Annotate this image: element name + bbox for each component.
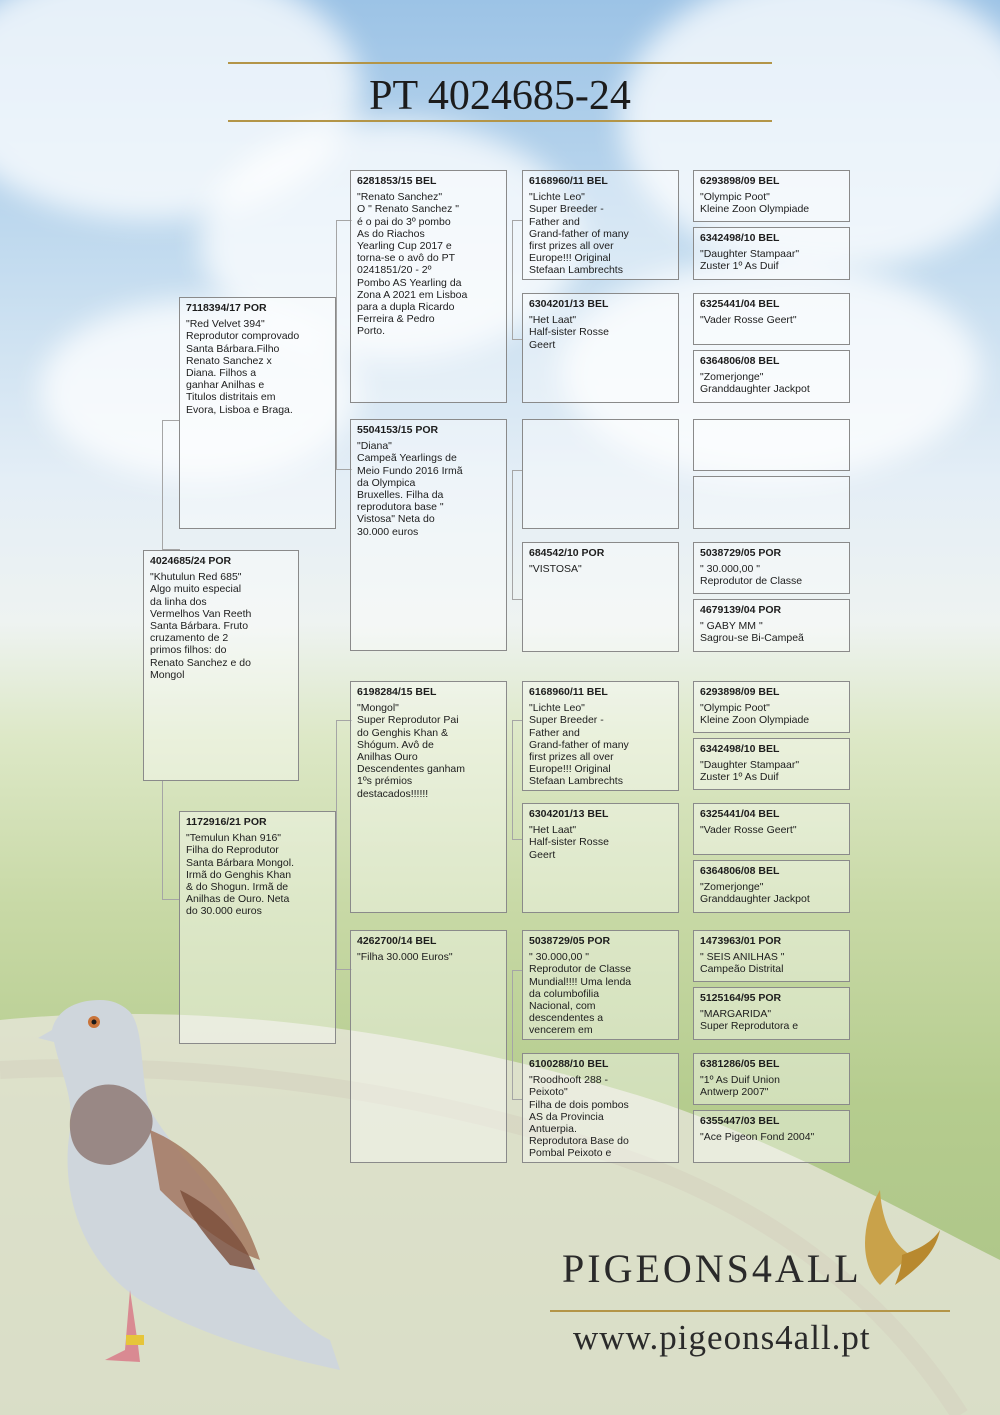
pigeon-description: "Vader Rosse Geert"	[700, 824, 797, 837]
pedigree-card-gen3	[522, 930, 679, 1040]
brand-rule	[550, 1310, 950, 1312]
ring-number: 4679139/04 POR	[700, 604, 782, 616]
connector-line	[512, 470, 522, 600]
ring-number: 6342498/10 BEL	[700, 232, 780, 244]
ring-number: 6293898/09 BEL	[700, 175, 780, 187]
pedigree-card-gen4-empty	[693, 476, 850, 529]
pedigree-card-gen4	[693, 987, 850, 1040]
ring-number: 5038729/05 POR	[700, 547, 782, 559]
connector-line	[162, 420, 180, 550]
pigeon-description: "Olympic Poot" Kleine Zoon Olympiade	[700, 191, 810, 216]
pigeon-description: "Mongol" Super Reprodutor Pai do Genghis Khan & Shógum. Avô de Anilhas Ouro Descendentes ganham 1ºs prémios destacados!!!!!!	[357, 702, 465, 800]
pigeon-description: "MARGARIDA" Super Reprodutora e	[700, 1008, 799, 1033]
pedigree-card-gen3	[522, 681, 679, 791]
ring-number: 684542/10 POR	[529, 547, 605, 559]
connector-line	[512, 970, 522, 1100]
ring-number: 1473963/01 POR	[700, 935, 782, 947]
ring-number: 1172916/21 POR	[186, 816, 267, 828]
pedigree-card-subject	[143, 550, 299, 781]
ring-number: 6325441/04 BEL	[700, 298, 780, 310]
pedigree-card-gen4	[693, 293, 850, 345]
pigeon-description: "Temulun Khan 916" Filha do Reprodutor Santa Bárbara Mongol. Irmã do Genghis Khan & do Shogun. Irmã de Anilhas de Ouro. Neta do 30.000 euros	[186, 832, 294, 918]
pigeon-description: "Lichte Leo" Super Breeder - Father and Grand-father of many first prizes all over Europe!!! Original Stefaan Lambrechts	[529, 191, 629, 277]
pedigree-card-gen4	[693, 227, 850, 280]
pigeon-description: "Daughter Stampaar" Zuster 1º As Duif	[700, 759, 800, 784]
pigeon-description: "Zomerjonge" Granddaughter Jackpot	[700, 371, 810, 396]
pigeon-description: "Red Velvet 394" Reprodutor comprovado Santa Bárbara.Filho Renato Sanchez x Diana. Filhos a ganhar Anilhas e Titulos distritais em Evora, Lisboa e Braga.	[186, 318, 300, 416]
ring-number: 5125164/95 POR	[700, 992, 782, 1004]
ring-number: 6364806/08 BEL	[700, 865, 780, 877]
pedigree-card-gen3	[522, 542, 679, 652]
pigeon-description: "Vader Rosse Geert"	[700, 314, 797, 327]
pedigree-card-gen4	[693, 170, 850, 222]
pedigree-card-gen3	[522, 293, 679, 403]
pigeon-description: "Lichte Leo" Super Breeder - Father and Grand-father of many first prizes all over Europe!!! Original Stefaan Lambrechts	[529, 702, 629, 788]
pedigree-card-gen3-empty	[522, 419, 679, 529]
ring-number: 6198284/15 BEL	[357, 686, 437, 698]
pigeon-description: "Diana" Campeã Yearlings de Meio Fundo 2016 Irmã da Olympica Bruxelles. Filha da reprodutora base " Vistosa" Neta do 30.000 euros	[357, 440, 463, 538]
pigeon-description: "Khutulun Red 685" Algo muito especial da linha dos Vermelhos Van Reeth Santa Bárbara. Fruto cruzamento de 2 primos filhos: do Renato Sanchez e do Mongol	[150, 571, 252, 681]
pigeon-description: " 30.000,00 " Reprodutor de Classe	[700, 563, 803, 588]
ring-number: 7118394/17 POR	[186, 302, 267, 314]
pedigree-card-gen4	[693, 803, 850, 855]
pigeon-description: "Ace Pigeon Fond 2004"	[700, 1131, 815, 1144]
ring-number: 6168960/11 BEL	[529, 175, 608, 187]
pigeon-description: "Daughter Stampaar" Zuster 1º As Duif	[700, 248, 800, 273]
pedigree-card-sire-sire	[350, 170, 507, 403]
ring-number: 6281853/15 BEL	[357, 175, 437, 187]
pedigree-card-dam-sire	[350, 681, 507, 913]
pigeon-description: "Het Laat" Half-sister Rosse Geert	[529, 824, 609, 861]
ring-number: 6342498/10 BEL	[700, 743, 780, 755]
pedigree-card-gen4	[693, 1053, 850, 1105]
ring-number: 4262700/14 BEL	[357, 935, 437, 947]
ring-number: 6355447/03 BEL	[700, 1115, 780, 1127]
pigeon-description: "Olympic Poot" Kleine Zoon Olympiade	[700, 702, 810, 727]
pigeon-description: "Renato Sanchez" O " Renato Sanchez " é o pai do 3º pombo As do Riachos Yearling Cup 2017 e torna-se o avô do PT 0241851/20 - 2º Pombo AS Yearling da Zona A 2021 em Lisboa para a dupla Ricardo Ferreira & Pedro Porto.	[357, 191, 468, 338]
pedigree-card-gen3	[522, 803, 679, 913]
ring-number: 6168960/11 BEL	[529, 686, 608, 698]
pigeon-description: " SEIS ANILHAS " Campeão Distrital	[700, 951, 785, 976]
pedigree-card-gen4	[693, 350, 850, 403]
pedigree-card-gen4-empty	[693, 419, 850, 471]
pedigree-card-gen4	[693, 599, 850, 652]
page-title: PT 4024685-24	[369, 73, 631, 119]
ring-number: 6100288/10 BEL	[529, 1058, 609, 1070]
pedigree-card-gen4	[693, 681, 850, 733]
ring-number: 6381286/05 BEL	[700, 1058, 780, 1070]
ring-number: 4024685/24 POR	[150, 555, 232, 567]
pedigree-card-sire	[179, 297, 336, 529]
pedigree-card-gen4	[693, 738, 850, 790]
pigeon-description: "1º As Duif Union Antwerp 2007"	[700, 1074, 780, 1099]
pigeon-description: "VISTOSA"	[529, 563, 582, 576]
brand-logo: PIGEONS4ALL	[562, 1246, 862, 1291]
pedigree-card-gen4	[693, 930, 850, 982]
connector-line	[162, 780, 180, 900]
ring-number: 6304201/13 BEL	[529, 808, 609, 820]
pedigree-card-gen3	[522, 170, 679, 280]
pedigree-card-gen4	[693, 542, 850, 594]
pedigree-card-gen3	[522, 1053, 679, 1163]
pigeon-description: "Zomerjonge" Granddaughter Jackpot	[700, 881, 810, 906]
ring-number: 5504153/15 POR	[357, 424, 439, 436]
connector-line	[512, 720, 522, 840]
ring-number: 6364806/08 BEL	[700, 355, 780, 367]
ring-number: 6325441/04 BEL	[700, 808, 780, 820]
ring-number: 5038729/05 POR	[529, 935, 611, 947]
pigeon-description: "Filha 30.000 Euros"	[357, 951, 453, 964]
pigeon-description: "Het Laat" Half-sister Rosse Geert	[529, 314, 609, 351]
connector-line	[512, 220, 522, 340]
pedigree-card-gen4	[693, 860, 850, 913]
ring-number: 6304201/13 BEL	[529, 298, 609, 310]
pigeon-description: " GABY MM " Sagrou-se Bi-Campeã	[700, 620, 804, 645]
pigeon-illustration	[30, 960, 350, 1380]
title-rule-bottom	[228, 120, 772, 122]
pedigree-card-gen4	[693, 1110, 850, 1163]
pedigree-card-dam-dam	[350, 930, 507, 1163]
pigeon-description: " 30.000,00 " Reprodutor de Classe Mundial!!!! Uma lenda da columbofilia Nacional, com descendentes a vencerem em	[529, 951, 632, 1037]
ring-number: 6293898/09 BEL	[700, 686, 780, 698]
website-url: www.pigeons4all.pt	[573, 1318, 871, 1357]
pigeon-description: "Roodhooft 288 - Peixoto" Filha de dois pombos AS da Provincia Antuerpia. Reprodutora Base do Pombal Peixoto e	[529, 1074, 629, 1160]
pedigree-card-sire-dam	[350, 419, 507, 651]
title-rule-top	[228, 62, 772, 64]
